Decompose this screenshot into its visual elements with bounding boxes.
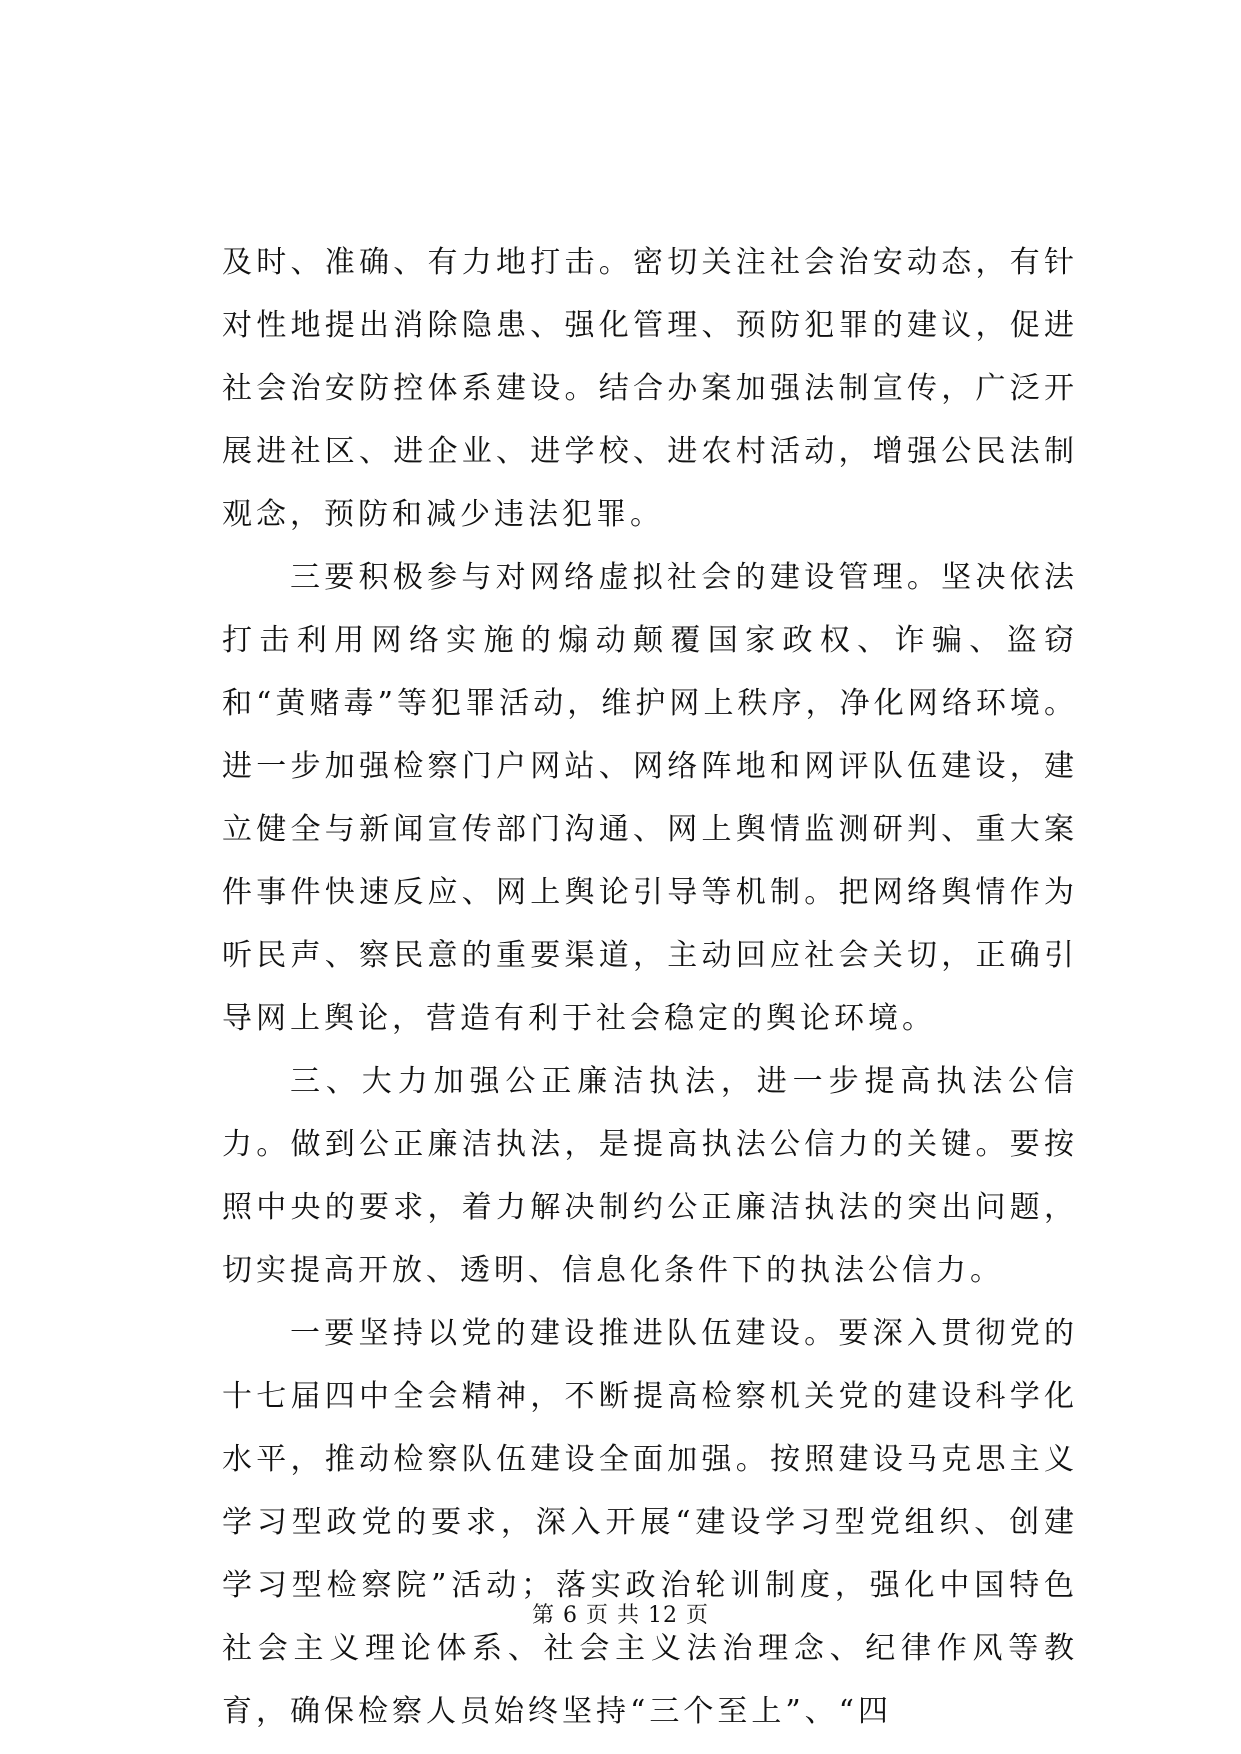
paragraph-3: 三、大力加强公正廉洁执法，进一步提高执法公信力。做到公正廉洁执法，是提高执法公信力的关键。要按照中央的要求，着力解决制约公正廉洁执法的突出问题，切实提高开放、透明、信息化条件下的执法公信力。: [222, 1064, 1078, 1288]
page-footer: 第 6 页 共 12 页: [532, 1603, 709, 1628]
paragraph-1: 及时、准确、有力地打击。密切关注社会治安动态，有针对性地提出消除隐患、强化管理、预防犯罪的建议，促进社会治安防控体系建设。结合办案加强法制宣传，广泛开展进社区、进企业、进学校、进农村活动，增强公民法制观念，预防和减少违法犯罪。: [222, 245, 1078, 532]
document-body: [222, 231, 1078, 1743]
paragraph-2: 三要积极参与对网络虚拟社会的建设管理。坚决依法打击利用网络实施的煽动颠覆国家政权、诈骗、盗窃和“黄赌毒”等犯罪活动，维护网上秩序，净化网络环境。进一步加强检察门户网站、网络阵地和网评队伍建设，建立健全与新闻宣传部门沟通、网上舆情监测研判、重大案件事件快速反应、网上舆论引导等机制。把网络舆情作为听民声、察民意的重要渠道，主动回应社会关切，正确引导网上舆论，营造有利于社会稳定的舆论环境。: [222, 560, 1078, 1036]
paragraph-4: 一要坚持以党的建设推进队伍建设。要深入贯彻党的十七届四中全会精神，不断提高检察机关党的建设科学化水平，推动检察队伍建设全面加强。按照建设马克思主义学习型政党的要求，深入开展“建设学习型党组织、创建学习型检察院”活动；落实政治轮训制度，强化中国特色社会主义理论体系、社会主义法治理念、纪律作风等教育，确保检察人员始终坚持“三个至上”、“四: [222, 1316, 1078, 1729]
